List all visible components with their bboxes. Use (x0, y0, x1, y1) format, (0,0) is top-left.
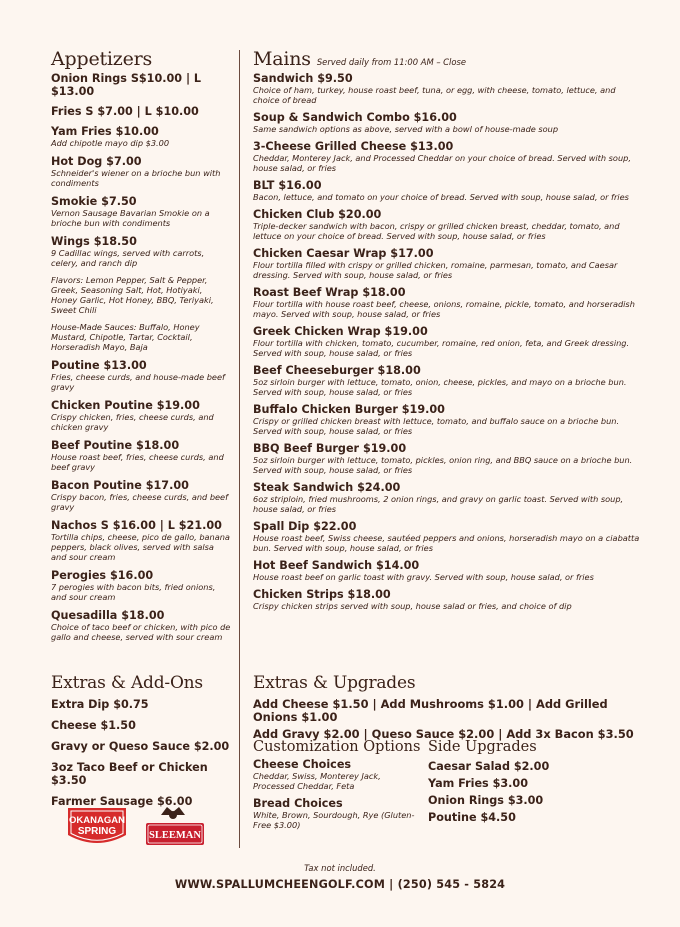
appetizers-title: Appetizers (51, 48, 153, 70)
item-description: Flour tortilla with chicken, tomato, cucumber, romaine, red onion, feta, and Greek dressing. Served with soup, house salad, or fries (253, 338, 630, 358)
mains-title: Mains (253, 48, 311, 70)
main-item (253, 520, 643, 553)
item-description: Same sandwich options as above, served with a bowl of house-made soup (253, 124, 559, 134)
item-description: Fries, cheese curds, and house-made beef gravy (51, 372, 225, 392)
item-description: Add chipotle mayo dip $3.00 (51, 138, 170, 148)
tax-note: Tax not included. (304, 863, 376, 873)
item-name: Perogies $16.00 (51, 569, 154, 582)
group-name: Bread Choices (253, 797, 343, 810)
item-name: Onion Rings S$10.00 | L $13.00 (51, 72, 202, 98)
item-description: Vernon Sausage Bavarian Smokie on a brioche bun with condiments (51, 208, 210, 228)
main-item (253, 111, 643, 134)
menu-item (51, 609, 231, 642)
menu-item (51, 519, 231, 562)
item-description: House roast beef, Swiss cheese, sautéed peppers and onions, horseradish mayo on a ciabatta bun. Served with soup, house salad, or fries (253, 533, 640, 553)
custom-group (253, 758, 423, 791)
item-description: House roast beef on garlic toast with gravy. Served with soup, house salad, or fries (253, 572, 594, 582)
main-item (253, 559, 643, 582)
spring-text: SPRING (77, 826, 117, 837)
item-name: Chicken Poutine $19.00 (51, 399, 200, 412)
main-item (253, 325, 643, 358)
main-item (253, 481, 643, 514)
item-name: 3-Cheese Grilled Cheese $13.00 (253, 140, 454, 153)
mains-subtitle: Served daily from 11:00 AM – Close (316, 57, 466, 67)
item-name: Sandwich $9.50 (253, 72, 353, 85)
menu-item (51, 125, 231, 148)
extras-addons-title: Extras & Add-Ons (51, 673, 203, 693)
extras-upgrades-title: Extras & Upgrades (253, 673, 416, 693)
item-description: 9 Cadillac wings, served with carrots, celery, and ranch dip (51, 248, 205, 268)
item-name: Fries S $7.00 | L $10.00 (51, 105, 199, 118)
item-name: Poutine $13.00 (51, 359, 147, 372)
item-name: Nachos S $16.00 | L $21.00 (51, 519, 222, 532)
item-description: Cheddar, Monterey Jack, and Processed Cheddar on your choice of bread. Served with soup, house salad, or fries (253, 153, 631, 173)
item-description: 6oz striploin, fried mushrooms, 2 onion rings, and gravy on garlic toast. Served with soup, house salad, or fries (253, 494, 624, 514)
item-description: Choice of taco beef or chicken, with pico de gallo and cheese, served with sour cream (51, 622, 231, 642)
menu-item (51, 359, 231, 392)
menu-item (51, 569, 231, 602)
item-description: Schneider's wiener on a brioche bun with condiments (51, 168, 221, 188)
wing-flavors: Flavors: Lemon Pepper, Salt & Pepper, Greek, Seasoning Salt, Hot, Hotiyaki, Honey Garlic, Hot Honey, BBQ, Teriyaki, Sweet Chili (51, 275, 214, 315)
main-item (253, 403, 643, 436)
item-name: Hot Beef Sandwich $14.00 (253, 559, 420, 572)
item-name: Roast Beef Wrap $18.00 (253, 286, 406, 299)
menu-item (51, 72, 231, 98)
okanagan-text: OKANAGAN (69, 815, 125, 826)
side-item: Onion Rings $3.00 (428, 794, 544, 807)
item-description: Flour tortilla filled with crispy or grilled chicken, romaine, parmesan, tomato, and Caesar dressing. Served with soup, house salad, or fries (253, 260, 618, 280)
side-upgrades-section (428, 738, 578, 824)
item-description: 5oz sirloin burger with lettuce, tomato, onion, cheese, pickles, and mayo on a brioche bun. Served with soup, house salad, or fries (253, 377, 627, 397)
side-item: Caesar Salad $2.00 (428, 760, 550, 773)
extra-item: Farmer Sausage $6.00 (51, 795, 193, 808)
main-item (253, 72, 643, 105)
menu-item (51, 105, 231, 118)
menu-item (51, 479, 231, 512)
item-description: Tortilla chips, cheese, pico de gallo, banana peppers, black olives, served with salsa and sour cream (51, 532, 230, 562)
item-description: Crispy or grilled chicken breast with lettuce, tomato, and buffalo sauce on a brioche bun. Served with soup, house salad, or fries (253, 416, 620, 436)
menu-item (51, 399, 231, 432)
side-item: Poutine $4.50 (428, 811, 516, 824)
extra-item: Cheese $1.50 (51, 719, 136, 732)
group-description: White, Brown, Sourdough, Rye (Gluten-Free $3.00) (253, 810, 415, 830)
item-name: Spall Dip $22.00 (253, 520, 357, 533)
main-item (253, 286, 643, 319)
appetizers-section (51, 48, 231, 642)
side-upgrades-title: Side Upgrades (428, 739, 537, 755)
extras-upgrades-section (253, 672, 653, 741)
item-description: Crispy bacon, fries, cheese curds, and beef gravy (51, 492, 228, 512)
item-name: Beef Poutine $18.00 (51, 439, 180, 452)
customization-section (253, 738, 423, 830)
item-name: Chicken Strips $18.00 (253, 588, 391, 601)
item-description: Triple-decker sandwich with bacon, crispy or grilled chicken breast, cheddar, tomato, and lettuce on your choice of bread. Served with soup, house salad, or fries (253, 221, 620, 241)
item-name: Soup & Sandwich Combo $16.00 (253, 111, 457, 124)
contact-line[interactable]: WWW.SPALLUMCHEENGOLF.COM | (250) 545 - 5824 (174, 878, 506, 891)
okanagan-spring-logo (68, 808, 126, 843)
column-divider (239, 50, 240, 848)
menu-item (51, 155, 231, 188)
main-item (253, 247, 643, 280)
item-name: Smokie $7.50 (51, 195, 137, 208)
sponsor-logos-svg (66, 805, 216, 850)
item-description: House roast beef, fries, cheese curds, and beef gravy (51, 452, 224, 472)
item-description: Flour tortilla with house roast beef, cheese, onions, romaine, pickle, tomato, and horseradish mayo. Served with soup, house salad, or fries (253, 299, 635, 319)
menu-item (51, 195, 231, 228)
sleeman-logo (146, 807, 204, 845)
item-description: Choice of ham, turkey, house roast beef, tuna, or egg, with cheese, tomato, lettuce, and choice of bread (253, 85, 616, 105)
item-name: Wings $18.50 (51, 235, 137, 248)
mains-header (253, 48, 643, 70)
mains-section (253, 48, 643, 611)
extra-item: 3oz Taco Beef or Chicken $3.50 (51, 761, 208, 787)
main-item (253, 588, 643, 611)
main-item (253, 140, 643, 173)
group-name: Cheese Choices (253, 758, 352, 771)
item-name: Greek Chicken Wrap $19.00 (253, 325, 428, 338)
item-description: Bacon, lettuce, and tomato on your choice of bread. Served with soup, house salad, or fries (253, 192, 629, 202)
item-name: Buffalo Chicken Burger $19.00 (253, 403, 445, 416)
main-item (253, 442, 643, 475)
wing-sauces: House-Made Sauces: Buffalo, Honey Mustard, Chipotle, Tartar, Cocktail, Horseradish Mayo, Baja (51, 322, 200, 352)
item-name: BLT $16.00 (253, 179, 322, 192)
upgrade-line: Add Cheese $1.50 | Add Mushrooms $1.00 | Add Grilled Onions $1.00 (253, 697, 608, 724)
main-item (253, 364, 643, 397)
item-name: Quesadilla $18.00 (51, 609, 165, 622)
menu-item (51, 235, 231, 268)
customization-title: Customization Options (253, 739, 421, 755)
custom-group (253, 797, 423, 830)
item-name: Chicken Caesar Wrap $17.00 (253, 247, 434, 260)
item-name: Hot Dog $7.00 (51, 155, 142, 168)
item-name: Chicken Club $20.00 (253, 208, 382, 221)
item-name: Bacon Poutine $17.00 (51, 479, 189, 492)
extra-item: Extra Dip $0.75 (51, 698, 149, 711)
sleeman-text: SLEEMAN (149, 830, 201, 841)
extras-addons-section (51, 672, 236, 808)
main-item (253, 208, 643, 241)
menu-item (51, 439, 231, 472)
item-name: Beef Cheeseburger $18.00 (253, 364, 421, 377)
group-description: Cheddar, Swiss, Monterey Jack, Processed Cheddar, Feta (253, 771, 381, 791)
item-name: BBQ Beef Burger $19.00 (253, 442, 407, 455)
sponsor-logos (66, 805, 216, 850)
mains-list (253, 72, 643, 611)
item-name: Steak Sandwich $24.00 (253, 481, 401, 494)
item-name: Yam Fries $10.00 (51, 125, 159, 138)
upgrade-line: Add Gravy $2.00 | Queso Sauce $2.00 | Add 3x Bacon $3.50 (253, 727, 634, 741)
item-description: Crispy chicken strips served with soup, house salad or fries, and choice of dip (253, 601, 572, 611)
extra-item: Gravy or Queso Sauce $2.00 (51, 740, 230, 753)
main-item (253, 179, 643, 202)
side-item: Yam Fries $3.00 (428, 777, 528, 790)
item-description: 5oz sirloin burger with lettuce, tomato, pickles, onion ring, and BBQ sauce on a brioche bun. Served with soup, house salad, or fries (253, 455, 633, 475)
item-description: Crispy chicken, fries, cheese curds, and chicken gravy (51, 412, 214, 432)
item-description: 7 perogies with bacon bits, fried onions, and sour cream (51, 582, 216, 602)
footer (0, 863, 680, 892)
